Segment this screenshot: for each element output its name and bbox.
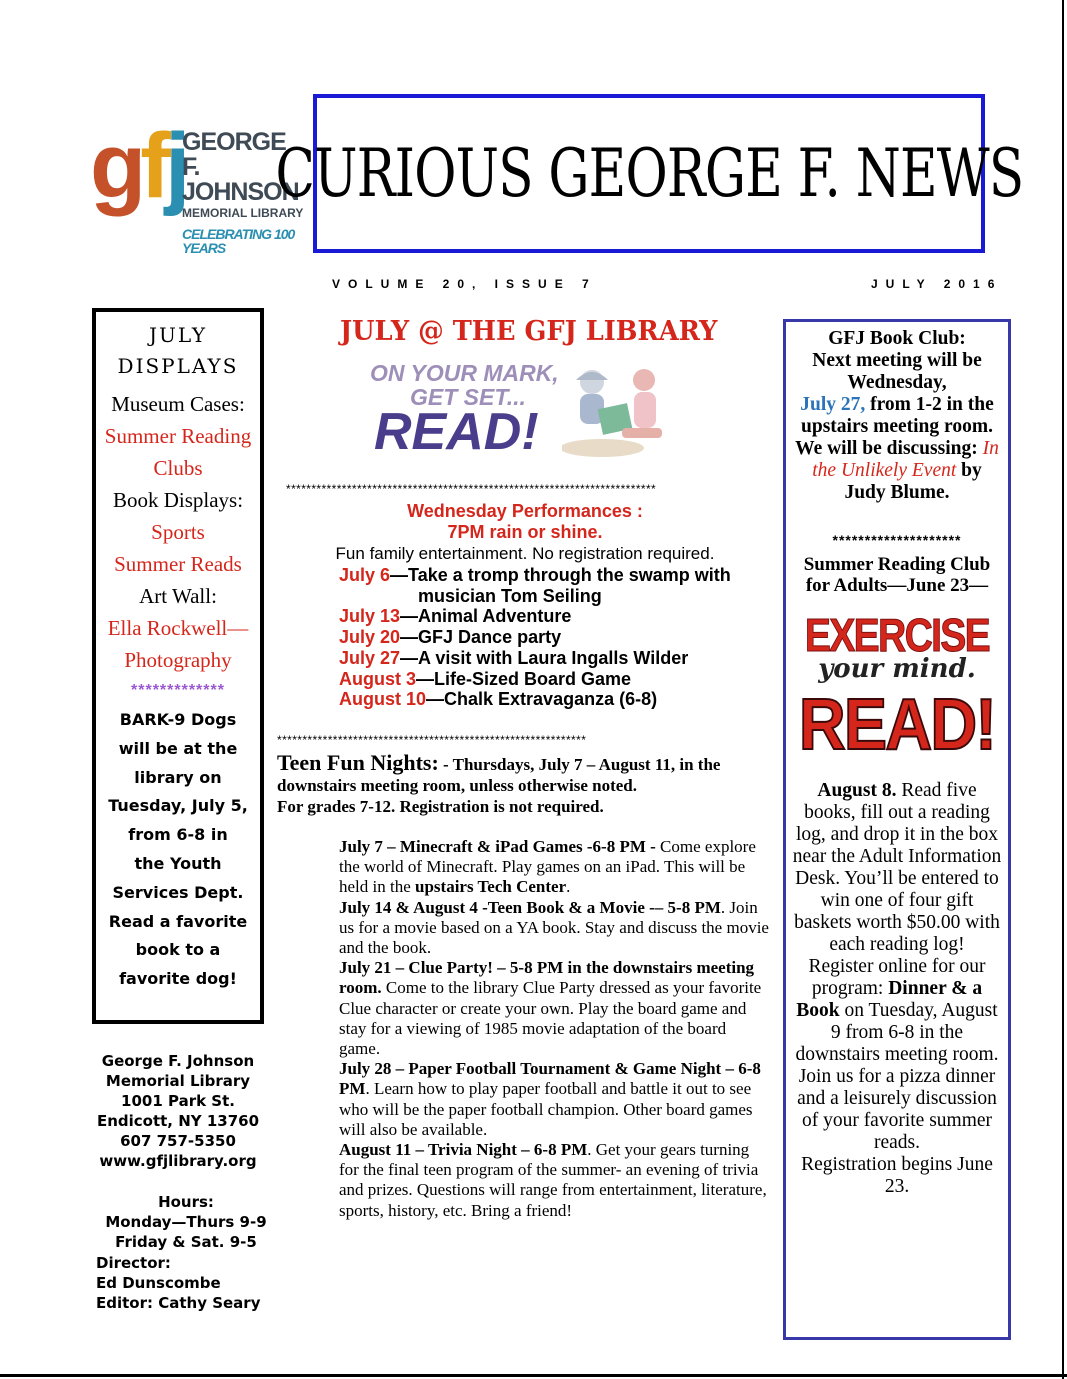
list-item: July 7 – Minecraft & iPad Games -6-8 PM - Come explore the world of Minecraft. Play games on an iPad. This will be held in the upstairs Tech Center. — [339, 837, 756, 897]
divider-stars-mid: ************************************************************* — [277, 733, 587, 747]
issue-date: JULY 2016 — [871, 277, 1003, 291]
teen-fun-nights-heading: Teen Fun Nights: - Thursdays, July 7 – August 11, in the downstairs meeting room, unless otherwise noted. For grades 7-12. Registration is not required. — [277, 750, 721, 816]
volume-issue: VOLUME 20, ISSUE 7 — [332, 277, 597, 291]
center-heading: JULY @ THE GFJ LIBRARY — [340, 316, 718, 347]
bark-dogs-notice: BARK-9 Dogs will be at the library on Tuesday, July 5, from 6-8 in the Youth Services Dept. Read a favorite book to a favorite dog! — [108, 710, 248, 989]
newsletter-title: CURIOUS GEORGE F. NEWS — [275, 135, 1023, 212]
museum-value: Summer Reading — [104, 424, 252, 448]
wednesday-performances: Wednesday Performances : 7PM rain or shine. Fun family entertainment. No registration required. — [335, 501, 715, 563]
page-edge-right — [1062, 0, 1064, 1379]
read-graphic: ON YOUR MARK, GET SET... READ! — [366, 360, 676, 460]
library-contact: George F. Johnson Memorial Library 1001 Park St. Endicott, NY 13760 607 757-5350 www.gfjlibrary.org — [92, 1051, 264, 1171]
book-club-notice: GFJ Book Club: Next meeting will be Wednesday, July 27, from 1-2 in the upstairs meeting room. We will be discussing: In the Unlikely Event by Judy Blume. — [795, 328, 999, 503]
list-item: August 10—Chalk Extravaganza (6-8) — [339, 689, 658, 710]
summer-reading-details: August 8. Read five books, fill out a reading log, and drop it in the box near the Adult Information Desk. You’ll be entered to win one of four gift baskets worth $50.00 with each reading log! Register online for our program: Dinner & a Book on Tuesday, August 9 from 6-8 in the downstairs meeting room. Join us for a pizza dinner and a leisurely discussion of your favorite summer reads. Registration begins June 23. — [792, 780, 1002, 1197]
art-wall-value: Ella Rockwell— — [107, 616, 249, 640]
art-wall-value-2: Photography — [124, 648, 232, 672]
gfj-logo — [90, 115, 305, 256]
list-item: July 20—GFJ Dance party — [339, 627, 562, 648]
list-item: July 14 & August 4 -Teen Book & a Movie -– 5-8 PM. Join us for a movie based on a YA book. Stay and discuss the movie and the book. — [339, 897, 769, 958]
book-displays-value: Sports — [151, 520, 205, 544]
divider-stars: ************* — [131, 682, 225, 699]
page-edge-bottom — [0, 1374, 1067, 1377]
list-item: July 27—A visit with Laura Ingalls Wilder — [339, 647, 689, 668]
art-wall-label: Art Wall: — [139, 584, 217, 608]
performance-list — [339, 565, 769, 710]
book-displays-value-2: Summer Reads — [114, 552, 242, 576]
list-item: July 28 – Paper Football Tournament & Game Night – 6-8 PM. Learn how to play paper football and battle it out to see who will be the paper football champion. Other board games will also be available. — [339, 1059, 761, 1139]
book-displays-label: Book Displays: — [112, 488, 244, 512]
july-displays-box — [92, 308, 264, 1024]
list-item: July 6—Take a tromp through the swamp with musician Tom Seiling — [339, 565, 731, 606]
teen-program-list — [339, 837, 771, 1221]
logo-monogram: gfj — [90, 115, 185, 217]
divider-stars-top: ************************************************************************* — [286, 482, 657, 496]
logo-text: GEORGE F. JOHNSON MEMORIAL LIBRARY CELEBRATING 100 YEARS — [182, 128, 304, 256]
library-hours: Hours: Monday—Thurs 9-9 Friday & Sat. 9-5 Director: Ed Dunscombe Editor: Cathy Seary — [96, 1193, 267, 1313]
museum-label: Museum Cases: — [111, 392, 245, 416]
sidebar-book-club — [783, 319, 1011, 1340]
displays-heading: JULY DISPLAYS — [117, 323, 239, 378]
exercise-your-mind-graphic: EXERCISE your mind. READ! — [798, 609, 996, 765]
list-item: July 13—Animal Adventure — [339, 606, 572, 627]
library-website-link[interactable]: www.gfjlibrary.org — [99, 1152, 257, 1170]
list-item: August 11 – Trivia Night – 6-8 PM. Get your gears turning for the final teen program of the summer- an evening of trivia and prizes. Questions will range from entertainment, literature, sports, history, etc. Bring a friend! — [339, 1140, 767, 1220]
summer-reading-club-heading: Summer Reading Club for Adults—June 23— — [803, 554, 991, 596]
divider-stars-right: ******************** — [832, 532, 962, 548]
reading-children-illustration — [562, 360, 672, 460]
list-item: July 21 – Clue Party! – 5-8 PM in the downstairs meeting room. Come to the library Clue Party dressed as your favorite Clue character or create your own. Play the board game and stay for a viewing of 1985 movie adaptation of the board game. — [339, 958, 762, 1059]
masthead — [275, 94, 1023, 253]
museum-value-2: Clubs — [153, 456, 203, 480]
list-item: August 3—Life-Sized Board Game — [339, 668, 632, 689]
